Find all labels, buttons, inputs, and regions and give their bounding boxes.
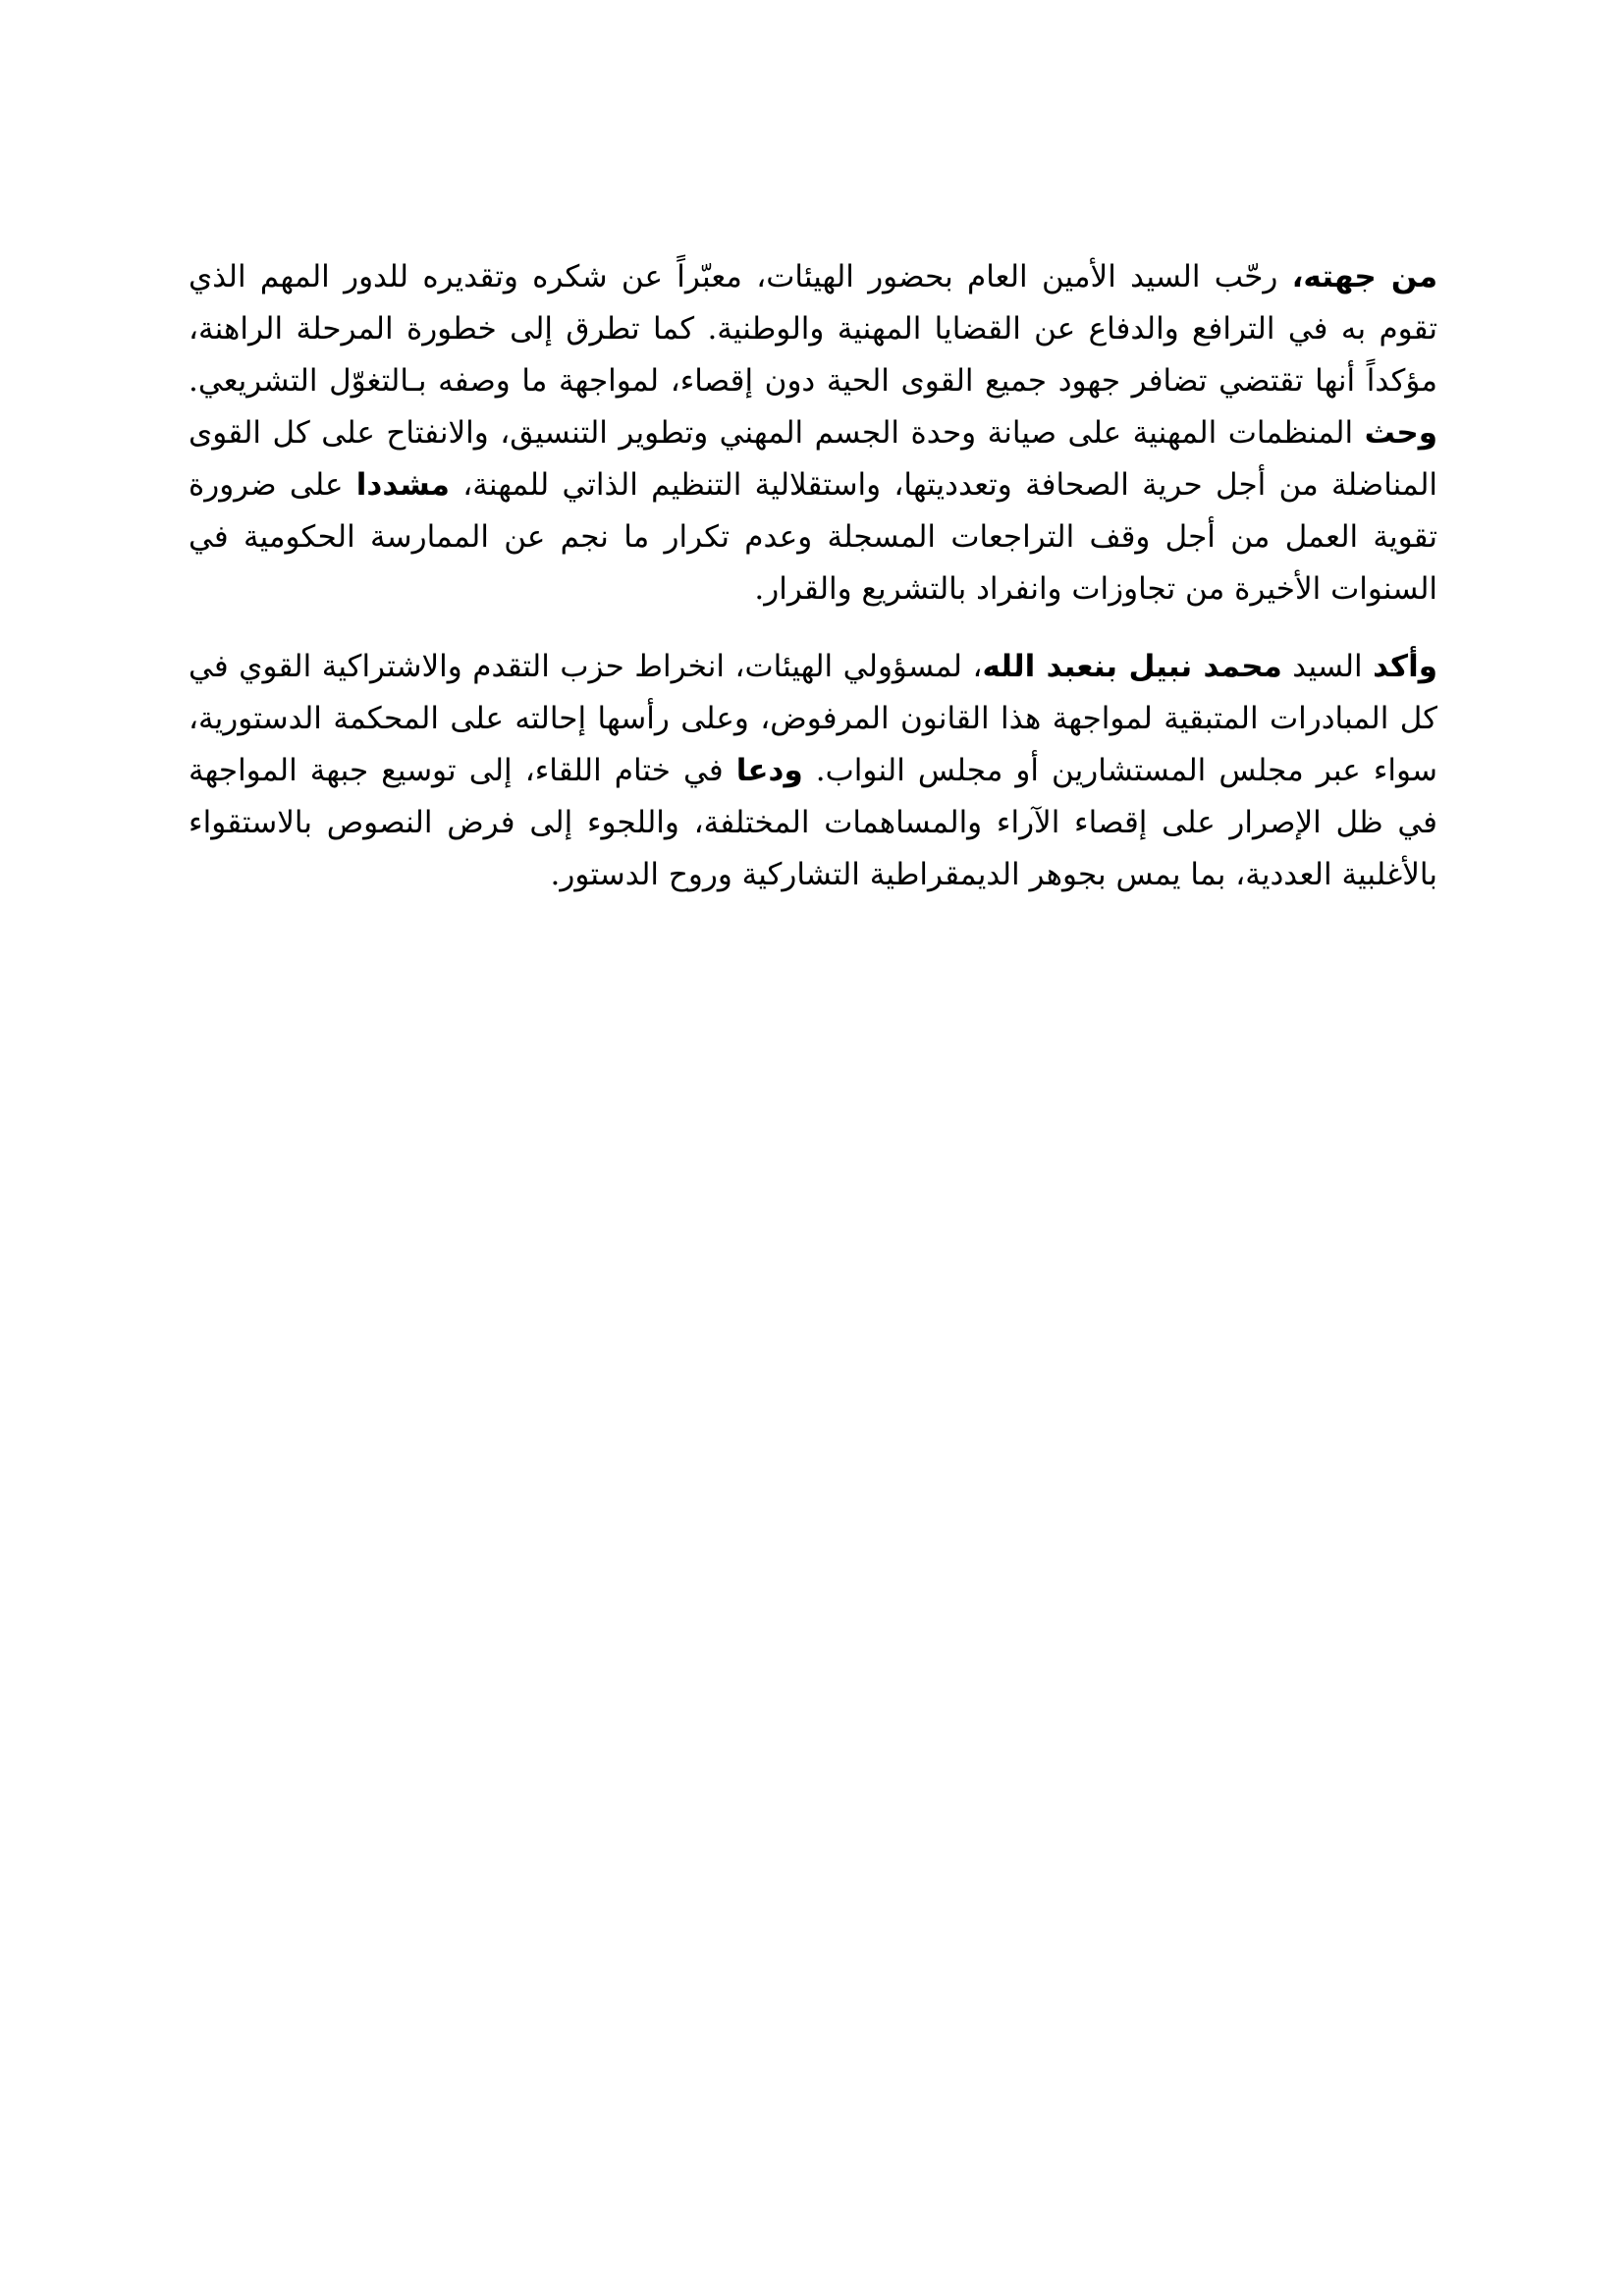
paragraph-2-name-bold: محمد نبيل بنعبد الله: [982, 649, 1282, 684]
paragraph-1-bold-2: وحث: [1364, 415, 1437, 451]
paragraph-2-text-1: السيد: [1281, 649, 1374, 684]
article-body: [189, 251, 1437, 901]
paragraph-1: [189, 251, 1437, 615]
paragraph-2-lead-bold: وأكد: [1373, 649, 1437, 684]
paragraph-1-text-3: المنظمات المهنية على صيانة وحدة الجسم المهني وتطوير التنسيق، والانفتاح على كل القوى المناضلة من أجل حرية الصحافة وتعدديتها، واستقلالية التنظيم الذاتي للمهنة،: [189, 415, 1438, 503]
paragraph-2: [189, 641, 1437, 901]
paragraph-2-text-3: ، لمسؤولي الهيئات، انخراط حزب التقدم والاشتراكية القوي في كل المبادرات المتبقية لمواجهة هذا القانون المرفوض، وعلى رأسها إحالته على المحكمة الدستورية، سواء عبر مجلس المستشارين أو مجلس النواب.: [189, 649, 1437, 788]
paragraph-2-text-5: في ختام اللقاء، إلى توسيع جبهة المواجهة في ظل الإصرار على إقصاء الآراء والمساهمات المختلفة، واللجوء إلى فرض النصوص بالاستقواء بالأغلبية العددية، بما يمس بجوهر الديمقراطية التشاركية وروح الدستور.: [189, 753, 1437, 892]
paragraph-1-text-1: رحّب السيد الأمين العام بحضور الهيئات، معبّراً عن شكره وتقديره للدور المهم الذي تقوم به في الترافع والدفاع عن القضايا المهنية والوطنية. كما تطرق إلى خطورة المرحلة الراهنة، مؤكداً أنها تقتضي تضافر جهود جميع القوى الحية دون إقصاء، لمواجهة ما وصفه بـالتغوّل التشريعي.: [189, 259, 1437, 399]
paragraph-1-bold-4: مشددا: [355, 467, 450, 503]
paragraph-1-text-5: على ضرورة تقوية العمل من أجل وقف التراجعات المسجلة وعدم تكرار ما نجم عن الممارسة الحكومية في السنوات الأخيرة من تجاوزات وانفراد بالتشريع والقرار.: [189, 467, 1437, 607]
paragraph-2-bold-4: ودعا: [735, 753, 803, 788]
paragraph-1-lead-bold: من جهته،: [1291, 259, 1438, 294]
